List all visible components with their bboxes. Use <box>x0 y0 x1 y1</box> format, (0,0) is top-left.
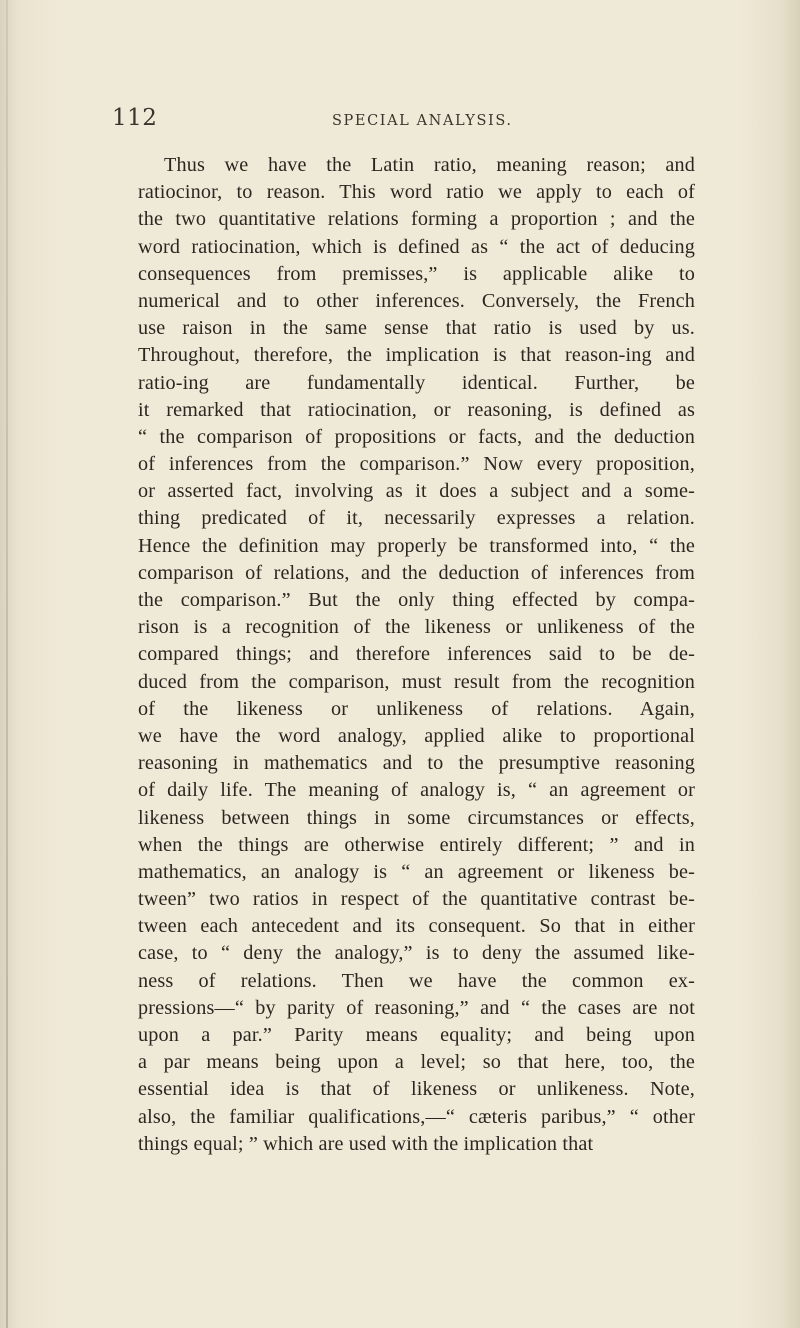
text-line: “ the comparison of propositions or facts, and the deduction <box>138 425 695 448</box>
text-line: essential idea is that of likeness or unlikeness. Note, <box>138 1078 695 1101</box>
text-line: of daily life. The meaning of analogy is, “ an agreement or <box>138 779 695 802</box>
text-line: of inferences from the comparison.” Now every proposition, <box>138 453 695 476</box>
text-line: a par means being upon a level; so that here, too, the <box>138 1051 695 1074</box>
text-line: rison is a recognition of the likeness or unlikeness of the <box>138 616 695 639</box>
binding-gutter <box>6 0 8 1328</box>
text-line: of the likeness or unlikeness of relations. Again, <box>138 697 695 720</box>
text-line: it remarked that ratiocination, or reasoning, is defined as <box>138 398 695 421</box>
text-line: duced from the comparison, must result from the recognition <box>138 670 695 693</box>
text-line: ratio-ing are fundamentally identical. Further, be <box>138 371 695 394</box>
running-head: SPECIAL ANALYSIS. <box>332 113 513 129</box>
text-line: the two quantitative relations forming a proportion ; and the <box>138 208 695 231</box>
text-line: mathematics, an analogy is “ an agreement or likeness be- <box>138 860 695 883</box>
text-line: word ratiocination, which is defined as “ the act of deducing <box>138 235 695 258</box>
text-line: Hence the definition may properly be transformed into, “ the <box>138 534 695 557</box>
text-line: things equal; ” which are used with the implication that <box>138 1132 594 1155</box>
text-line: pressions—“ by parity of reasoning,” and “ the cases are not <box>138 996 695 1019</box>
text-line: likeness between things in some circumstances or effects, <box>138 806 695 829</box>
page-number: 112 <box>112 105 158 131</box>
text-line: numerical and to other inferences. Conversely, the French <box>138 289 695 312</box>
text-line: Throughout, therefore, the implication is that reason-ing and <box>138 344 695 367</box>
text-line: compared things; and therefore inferences said to be de- <box>138 643 695 666</box>
text-line: when the things are otherwise entirely different; ” and in <box>138 833 695 856</box>
text-line: upon a par.” Parity means equality; and being upon <box>138 1024 695 1046</box>
text-line: we have the word analogy, applied alike to proportional <box>138 724 695 747</box>
text-line: reasoning in mathematics and to the presumptive reasoning <box>138 752 695 775</box>
text-line: comparison of relations, and the deduction of inferences from <box>138 561 695 584</box>
text-line: tween” two ratios in respect of the quantitative contrast be- <box>138 888 695 911</box>
text-line: or asserted fact, involving as it does a subject and a some- <box>138 480 695 503</box>
text-line: case, to “ deny the analogy,” is to deny the assumed like- <box>138 942 695 965</box>
text-line: also, the familiar qualifications,—“ cæteris paribus,” “ other <box>138 1105 695 1128</box>
body-text <box>138 152 695 1158</box>
text-line: Thus we have the Latin ratio, meaning reason; and <box>164 154 695 176</box>
text-line: ness of relations. Then we have the common ex- <box>138 969 695 992</box>
page-header <box>112 105 672 141</box>
text-line: consequences from premisses,” is applicable alike to <box>138 262 695 285</box>
text-line: ratiocinor, to reason. This word ratio we apply to each of <box>138 181 695 204</box>
text-line: thing predicated of it, necessarily expresses a relation. <box>138 507 695 530</box>
text-line: tween each antecedent and its consequent. So that in either <box>138 915 695 938</box>
text-line: use raison in the same sense that ratio is used by us. <box>138 317 695 340</box>
text-line: the comparison.” But the only thing effected by compa- <box>138 589 695 611</box>
